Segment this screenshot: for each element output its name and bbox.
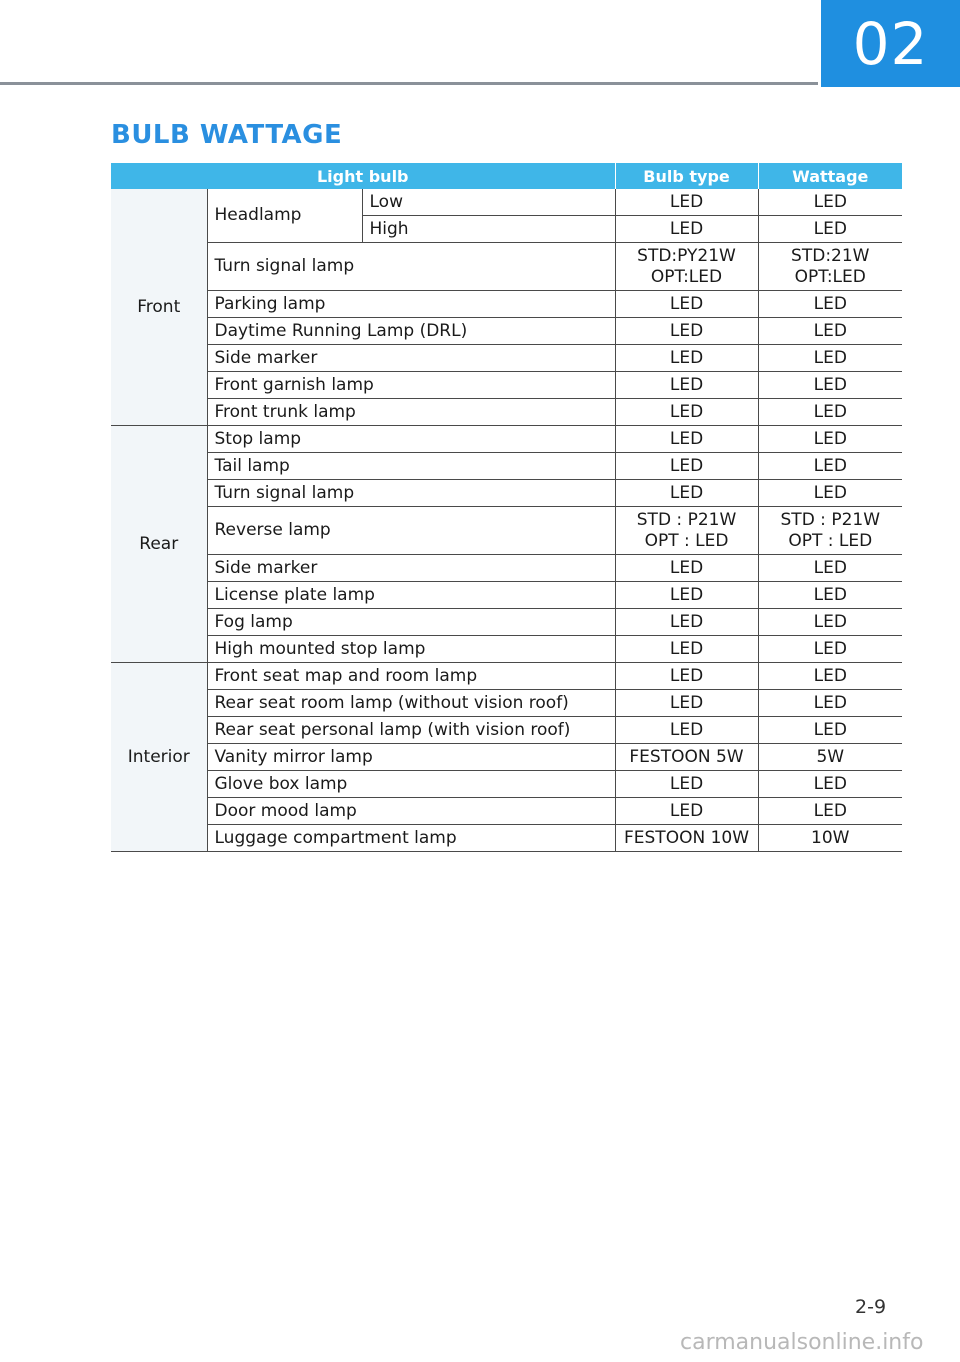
bulb-type-cell: LED (615, 771, 758, 798)
wattage-cell: LED (758, 582, 902, 609)
wattage-cell (758, 507, 902, 555)
table-row (111, 318, 902, 345)
table-header-row (111, 163, 902, 189)
table-row (111, 291, 902, 318)
page-number: 2-9 (855, 1296, 887, 1318)
header-light-bulb: Light bulb (111, 163, 615, 189)
bulb-name-cell: Rear seat personal lamp (with vision roof) (207, 717, 615, 744)
bulb-name-cell: Stop lamp (207, 426, 615, 453)
table-row (111, 744, 902, 771)
header-bulb-type: Bulb type (615, 163, 758, 189)
bulb-wattage-table (111, 163, 902, 852)
wattage-cell: LED (758, 771, 902, 798)
table-row (111, 480, 902, 507)
group-front: Front (111, 189, 207, 426)
bulb-type-cell: LED (615, 345, 758, 372)
bulb-name-cell: Reverse lamp (207, 507, 615, 555)
bulb-name-cell: Door mood lamp (207, 798, 615, 825)
bulb-type-cell: LED (615, 372, 758, 399)
bulb-type-opt: OPT:LED (650, 266, 723, 287)
bulb-name-cell: High mounted stop lamp (207, 636, 615, 663)
table-row (111, 825, 902, 852)
bulb-name-cell: Fog lamp (207, 609, 615, 636)
bulb-type-opt: OPT : LED (644, 530, 729, 551)
wattage-cell: LED (758, 291, 902, 318)
wattage-cell: LED (758, 690, 902, 717)
wattage-cell: LED (758, 399, 902, 426)
wattage-cell: 10W (758, 825, 902, 852)
wattage-cell: LED (758, 216, 902, 243)
table-row (111, 243, 902, 291)
wattage-cell: LED (758, 318, 902, 345)
bulb-type-cell: LED (615, 480, 758, 507)
bulb-name-cell: Side marker (207, 345, 615, 372)
bulb-name-cell: Turn signal lamp (207, 243, 615, 291)
bulb-type-cell: LED (615, 798, 758, 825)
bulb-type-cell: LED (615, 216, 758, 243)
bulb-name-cell: License plate lamp (207, 582, 615, 609)
table-row (111, 345, 902, 372)
header-rule (0, 82, 818, 85)
wattage-cell: LED (758, 345, 902, 372)
wattage-cell: LED (758, 663, 902, 690)
bulb-type-cell: LED (615, 663, 758, 690)
bulb-name-cell: Luggage compartment lamp (207, 825, 615, 852)
bulb-name-cell: Turn signal lamp (207, 480, 615, 507)
wattage-std: STD:21W (791, 245, 870, 266)
bulb-type-cell: LED (615, 426, 758, 453)
bulb-type-std: STD : P21W (636, 509, 737, 530)
headlamp-low-label: Low (362, 189, 615, 216)
bulb-type-cell: FESTOON 5W (615, 744, 758, 771)
table-row (111, 582, 902, 609)
bulb-type-cell: LED (615, 291, 758, 318)
bulb-name-cell: Glove box lamp (207, 771, 615, 798)
bulb-type-cell: LED (615, 453, 758, 480)
wattage-cell: LED (758, 372, 902, 399)
bulb-name-cell: Side marker (207, 555, 615, 582)
wattage-cell: LED (758, 480, 902, 507)
bulb-name-cell: Vanity mirror lamp (207, 744, 615, 771)
wattage-cell: LED (758, 609, 902, 636)
bulb-type-cell: LED (615, 609, 758, 636)
bulb-type-cell: LED (615, 399, 758, 426)
table-row (111, 609, 902, 636)
wattage-cell: 5W (758, 744, 902, 771)
table-row (111, 636, 902, 663)
chapter-number: 02 (852, 9, 929, 78)
table-row (111, 399, 902, 426)
bulb-type-cell: LED (615, 318, 758, 345)
wattage-cell: LED (758, 717, 902, 744)
table-row (111, 690, 902, 717)
table-row (111, 555, 902, 582)
headlamp-label: Headlamp (207, 189, 362, 243)
bulb-name-cell: Rear seat room lamp (without vision roof) (207, 690, 615, 717)
bulb-type-cell: LED (615, 636, 758, 663)
bulb-type-cell: FESTOON 10W (615, 825, 758, 852)
chapter-tab (821, 0, 960, 87)
wattage-opt: OPT : LED (788, 530, 873, 551)
bulb-name-cell: Front trunk lamp (207, 399, 615, 426)
table-row (111, 426, 902, 453)
table-row (111, 372, 902, 399)
bulb-type-cell (615, 243, 758, 291)
table-row (111, 798, 902, 825)
bulb-name-cell: Front garnish lamp (207, 372, 615, 399)
bulb-name-cell: Parking lamp (207, 291, 615, 318)
wattage-cell: LED (758, 189, 902, 216)
header-wattage: Wattage (758, 163, 902, 189)
site-watermark: carmanualsonline.info (680, 1330, 924, 1355)
table-row (111, 771, 902, 798)
bulb-name-cell: Tail lamp (207, 453, 615, 480)
wattage-cell: LED (758, 426, 902, 453)
bulb-type-cell (615, 507, 758, 555)
bulb-name-cell: Daytime Running Lamp (DRL) (207, 318, 615, 345)
table-row (111, 663, 902, 690)
wattage-cell: LED (758, 636, 902, 663)
section-title: BULB WATTAGE (111, 120, 343, 150)
wattage-std: STD : P21W (780, 509, 881, 530)
bulb-type-cell: LED (615, 582, 758, 609)
bulb-type-cell: LED (615, 717, 758, 744)
wattage-cell (758, 243, 902, 291)
bulb-type-cell: LED (615, 690, 758, 717)
wattage-cell: LED (758, 453, 902, 480)
bulb-type-std: STD:PY21W (637, 245, 736, 266)
wattage-cell: LED (758, 798, 902, 825)
bulb-type-cell: LED (615, 189, 758, 216)
group-interior: Interior (111, 663, 207, 852)
table-row (111, 507, 902, 555)
headlamp-high-label: High (362, 216, 615, 243)
table-row (111, 189, 902, 216)
bulb-type-cell: LED (615, 555, 758, 582)
wattage-opt: OPT:LED (794, 266, 866, 287)
group-rear: Rear (111, 426, 207, 663)
table-row (111, 453, 902, 480)
wattage-cell: LED (758, 555, 902, 582)
table-row (111, 717, 902, 744)
bulb-name-cell: Front seat map and room lamp (207, 663, 615, 690)
